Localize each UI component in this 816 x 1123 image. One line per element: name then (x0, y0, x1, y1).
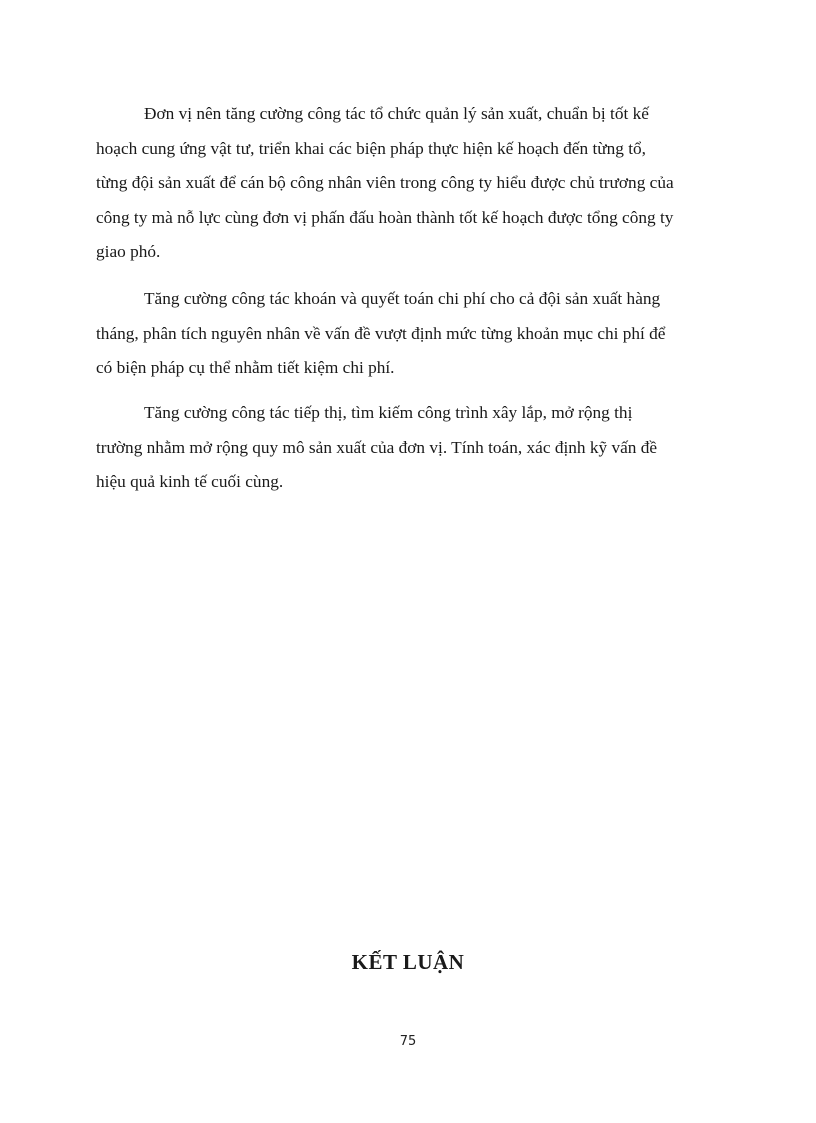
paragraph-line: Đơn vị nên tăng cường công tác tổ chức quản lý sản xuất, chuẩn bị tốt kế (144, 104, 649, 123)
paragraph-production-management (96, 97, 724, 270)
paragraph-line: hoạch cung ứng vật tư, triển khai các biện pháp thực hiện kế hoạch đến từng tổ, (96, 138, 646, 158)
paragraph-line: giao phó. (96, 242, 161, 261)
paragraph-line: Tăng cường công tác tiếp thị, tìm kiếm công trình xây lắp, mở rộng thị (144, 403, 633, 422)
paragraph-line: tháng, phân tích nguyên nhân về vấn đề vượt định mức từng khoản mục chi phí để (96, 323, 666, 343)
paragraph-cost-settlement (96, 282, 724, 386)
paragraph-line: có biện pháp cụ thể nhằm tiết kiệm chi phí. (96, 358, 395, 377)
paragraph-marketing (96, 396, 724, 500)
paragraph-line: hiệu quả kinh tế cuối cùng. (96, 472, 284, 491)
paragraph-line: công ty mà nỗ lực cùng đơn vị phấn đấu hoàn thành tốt kế hoạch được tổng công ty (96, 207, 674, 227)
page-number: 75 (399, 1034, 417, 1049)
paragraph-line: Tăng cường công tác khoán và quyết toán chi phí cho cả đội sản xuất hàng (144, 289, 661, 308)
paragraph-line: từng đội sản xuất để cán bộ công nhân viên trong công ty hiểu được chủ trương của (96, 173, 674, 192)
section-heading: KẾT LUẬN (351, 950, 465, 974)
paragraph-line: trường nhằm mở rộng quy mô sản xuất của đơn vị. Tính toán, xác định kỹ vấn đề (96, 437, 658, 457)
